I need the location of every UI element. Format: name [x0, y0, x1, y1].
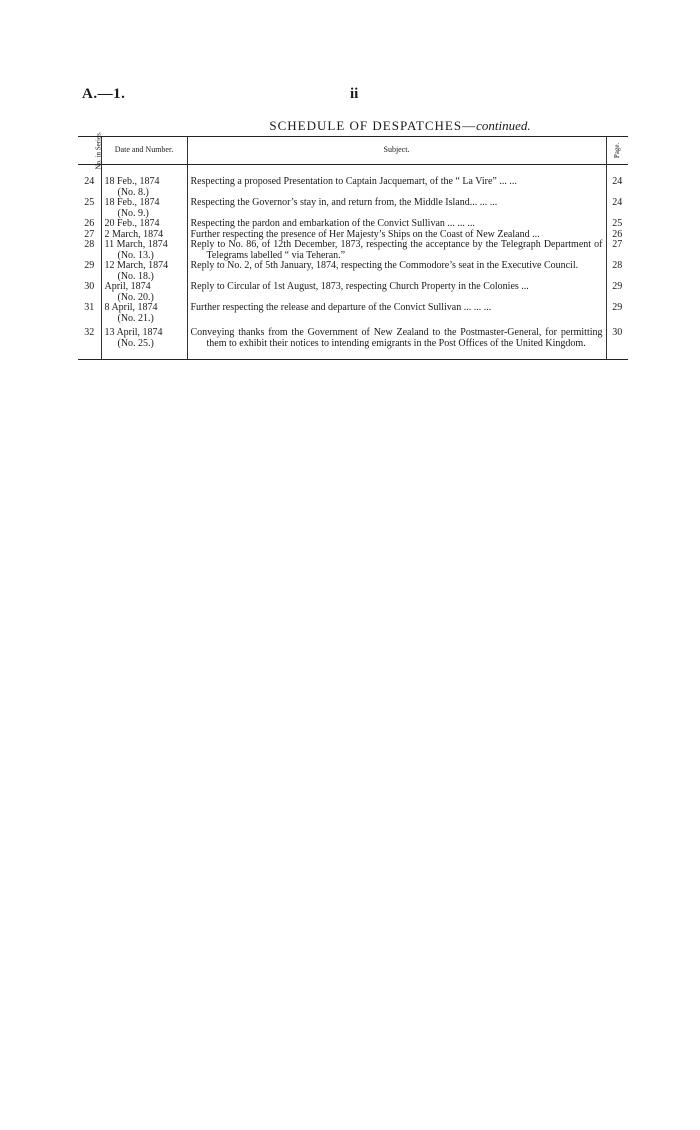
row-number: 28: [84, 239, 95, 250]
page-reference: A.—1.: [82, 86, 126, 102]
row-subject: Respecting the Governor’s stay in, and return from, the Middle Island... ... ...: [187, 198, 606, 219]
row-page: 24: [606, 177, 628, 198]
row-subject: Respecting the pardon and embarkation of the Convict Sullivan ... ... ...: [187, 219, 606, 230]
despatches-table: [78, 131, 628, 360]
row-subject: Conveying thanks from the Government of New Zealand to the Postmaster-General, for permitting them to exhibit their notices to intending emigrants in the Post Offices of the United Kingdom.: [187, 324, 606, 349]
column-header-page: Page.: [606, 137, 628, 165]
row-subject: Reply to Circular of 1st August, 1873, respecting Church Property in the Colonies ...: [187, 282, 606, 303]
table-row: [78, 177, 628, 198]
column-header-subject: Subject.: [187, 137, 606, 165]
row-number: 25: [84, 197, 95, 208]
row-number: 29: [84, 260, 95, 271]
row-number: 26: [84, 218, 95, 229]
row-date: 20 Feb., 1874: [101, 219, 187, 230]
row-date: 11 March, 1874 (No. 13.): [101, 240, 187, 261]
row-page: 24: [606, 198, 628, 219]
table-row: [78, 198, 628, 219]
schedule-title-text: SCHEDULE OF DESPATCHES—: [269, 118, 477, 133]
table-row: [78, 324, 628, 349]
schedule-title: [0, 118, 700, 134]
row-date: 13 April, 1874 (No. 25.): [101, 324, 187, 349]
table-row: [78, 282, 628, 303]
table-row: [78, 303, 628, 324]
row-page: 25: [606, 219, 628, 230]
row-date: April, 1874 (No. 20.): [101, 282, 187, 303]
row-number: 24: [84, 176, 95, 187]
row-number: 32: [84, 327, 95, 338]
row-page: 26: [606, 230, 628, 241]
table-row: [78, 261, 628, 282]
row-page: 29: [606, 303, 628, 324]
row-subject: Further respecting the release and departure of the Convict Sullivan ... ... ...: [187, 303, 606, 324]
row-page: 28: [606, 261, 628, 282]
row-page: 29: [606, 282, 628, 303]
column-header-date: Date and Number.: [101, 137, 187, 165]
row-number: 31: [84, 302, 95, 313]
row-subject: Further respecting the presence of Her Majesty’s Ships on the Coast of New Zealand ...: [187, 230, 606, 241]
row-page: 30: [606, 324, 628, 349]
row-subject: Reply to No. 2, of 5th January, 1874, respecting the Commodore’s seat in the Executive Council.: [187, 261, 606, 282]
row-subject: Reply to No. 86, of 12th December, 1873, respecting the acceptance by the Telegraph Department of Telegrams labelled “ via Teheran.”: [187, 240, 606, 261]
row-date: 18 Feb., 1874 (No. 8.): [101, 177, 187, 198]
row-date: 12 March, 1874 (No. 18.): [101, 261, 187, 282]
schedule-title-suffix: continued.: [476, 118, 531, 133]
table-row: [78, 240, 628, 261]
row-number: 30: [84, 281, 95, 292]
table-header-row: [78, 137, 628, 165]
row-subject: Respecting a proposed Presentation to Captain Jacquemart, of the “ La Vire” ... ...: [187, 177, 606, 198]
row-number: 27: [84, 228, 95, 240]
row-date: 8 April, 1874 (No. 21.): [101, 303, 187, 324]
row-date: 2 March, 1874: [101, 230, 187, 241]
column-header-no: No. in Series.: [78, 137, 101, 165]
row-page: 27: [606, 240, 628, 261]
row-date: 18 Feb., 1874 (No. 9.): [101, 198, 187, 219]
page-number: ii: [350, 86, 359, 102]
